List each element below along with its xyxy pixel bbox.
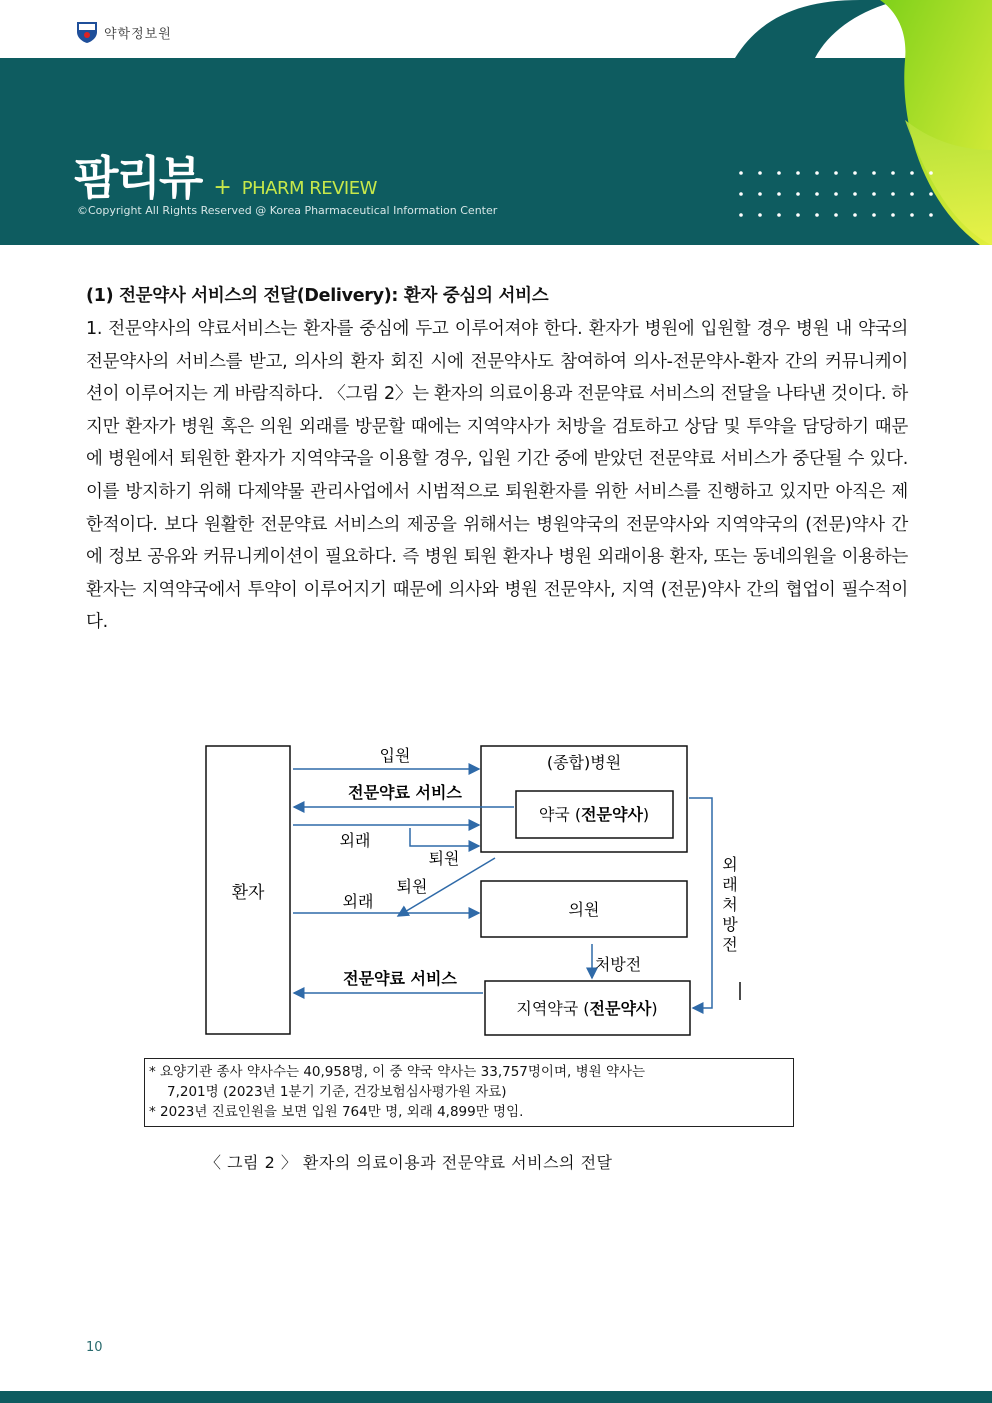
vertical-char: 외 [722, 855, 738, 874]
vertical-char: 래 [722, 875, 738, 894]
decorative-dots-icon [738, 170, 938, 220]
note-line-1: * 요양기관 종사 약사수는 40,958명, 이 중 약국 약사는 33,757명이며, 병원 약사는 [149, 1064, 646, 1080]
discharge-2-label: 퇴원 [396, 877, 428, 896]
community-pharmacy-prefix: 지역약국 ( [516, 999, 590, 1018]
prescription-label: 처방전 [594, 955, 642, 974]
brand-plus: + [213, 175, 232, 200]
patient-flow-diagram [200, 738, 780, 1048]
figure-notes [144, 1058, 794, 1127]
outpatient-prescription-arrow [689, 798, 712, 1008]
footer-bar [0, 1391, 992, 1403]
hospital-label: (종합)병원 [546, 753, 622, 772]
outpatient-prescription-vertical-label [722, 855, 738, 954]
note-line-3: * 2023년 진료인원을 보면 입원 764만 명, 외래 4,899만 명임. [149, 1104, 524, 1120]
hospital-pharmacy-prefix: 약국 ( [538, 805, 582, 824]
clinic-label: 의원 [568, 900, 600, 919]
community-pharmacy-bold: 전문약사 [589, 999, 652, 1018]
community-pharmacy-label [516, 999, 657, 1018]
brand-sub: PHARM REVIEW [241, 178, 377, 199]
patient-label: 환자 [231, 883, 265, 903]
hospital-pharmacy-label [539, 805, 649, 824]
figure-caption: 〈 그림 2 〉 환자의 의료이용과 전문약료 서비스의 전달 [205, 1153, 613, 1172]
note-line-2: 7,201명 (2023년 1분기 기준, 건강보험심사평가원 자료) [167, 1084, 507, 1100]
hospital-pharmacy-bold: 전문약사 [581, 805, 643, 824]
vertical-char: 전 [722, 935, 738, 954]
section-body: 1. 전문약사의 약료서비스는 환자를 중심에 두고 이루어져야 한다. 환자가 병원에 입원할 경우 병원 내 약국의 전문약사의 서비스를 받고, 의사의 환자 회진 시에 전문약사도 참여하여 의사-전문약사-환자 간의 커뮤니케이션이 이루어지는 게 바람직하다. 〈그림 2〉는 환자의 의료이용과 전문약료 서비스의 전달을 나타낸 것이다. 하지만 환자가 병원 혹은 의원 외래를 방문할 때에는 지역약사가 처방을 검토하고 상담 및 투약을 담당하기 때문에 병원에서 퇴원한 환자가 지역약국을 이용할 경우, 입원 기간 중에 받았던 전문약료 서비스가 중단될 수 있다. 이를 방지하기 위해 다제약물 관리사업에서 시범적으로 퇴원환자를 위한 서비스를 진행하고 있지만 아직은 제한적이다. 보다 원활한 전문약료 서비스의 제공을 위해서는 병원약국의 전문약사와 지역약국의 (전문)약사 간에 정보 공유와 커뮤니케이션이 필요하다. 즉 병원 퇴원 환자나 병원 외래이용 환자, 또는 동네의원을 이용하는 환자는 지역약국에서 투약이 이루어지기 때문에 의사와 병원 전문약사, 지역 (전문)약사 간의 협업이 필수적이다. [86, 319, 908, 633]
section-title: (1) 전문약사 서비스의 전달(Delivery): 환자 중심의 서비스 [86, 286, 549, 306]
outpatient-1-label: 외래 [339, 831, 371, 850]
outpatient-1-connector [410, 828, 479, 846]
hospital-pharmacy-suffix: ) [642, 805, 650, 824]
specialty-service-top-label: 전문약료 서비스 [348, 783, 462, 802]
org-logo [76, 20, 172, 44]
brand-main: 팜리뷰 [74, 151, 202, 205]
copyright-notice: ©Copyright All Rights Reserved @ Korea Pharmaceutical Information Center [77, 204, 498, 217]
discharge-1-label: 퇴원 [428, 849, 460, 868]
org-name: 약학정보원 [104, 26, 172, 42]
page-number: 10 [86, 1340, 103, 1355]
vertical-char: 처 [722, 895, 738, 914]
shield-logo-icon [76, 20, 98, 44]
brand-title [74, 142, 377, 208]
article-content [86, 282, 908, 639]
community-pharmacy-suffix: ) [651, 999, 658, 1018]
specialty-service-bottom-label: 전문약료 서비스 [343, 969, 457, 988]
vertical-char: 방 [722, 915, 738, 934]
admission-label: 입원 [379, 746, 411, 765]
outpatient-2-label: 외래 [342, 892, 374, 911]
